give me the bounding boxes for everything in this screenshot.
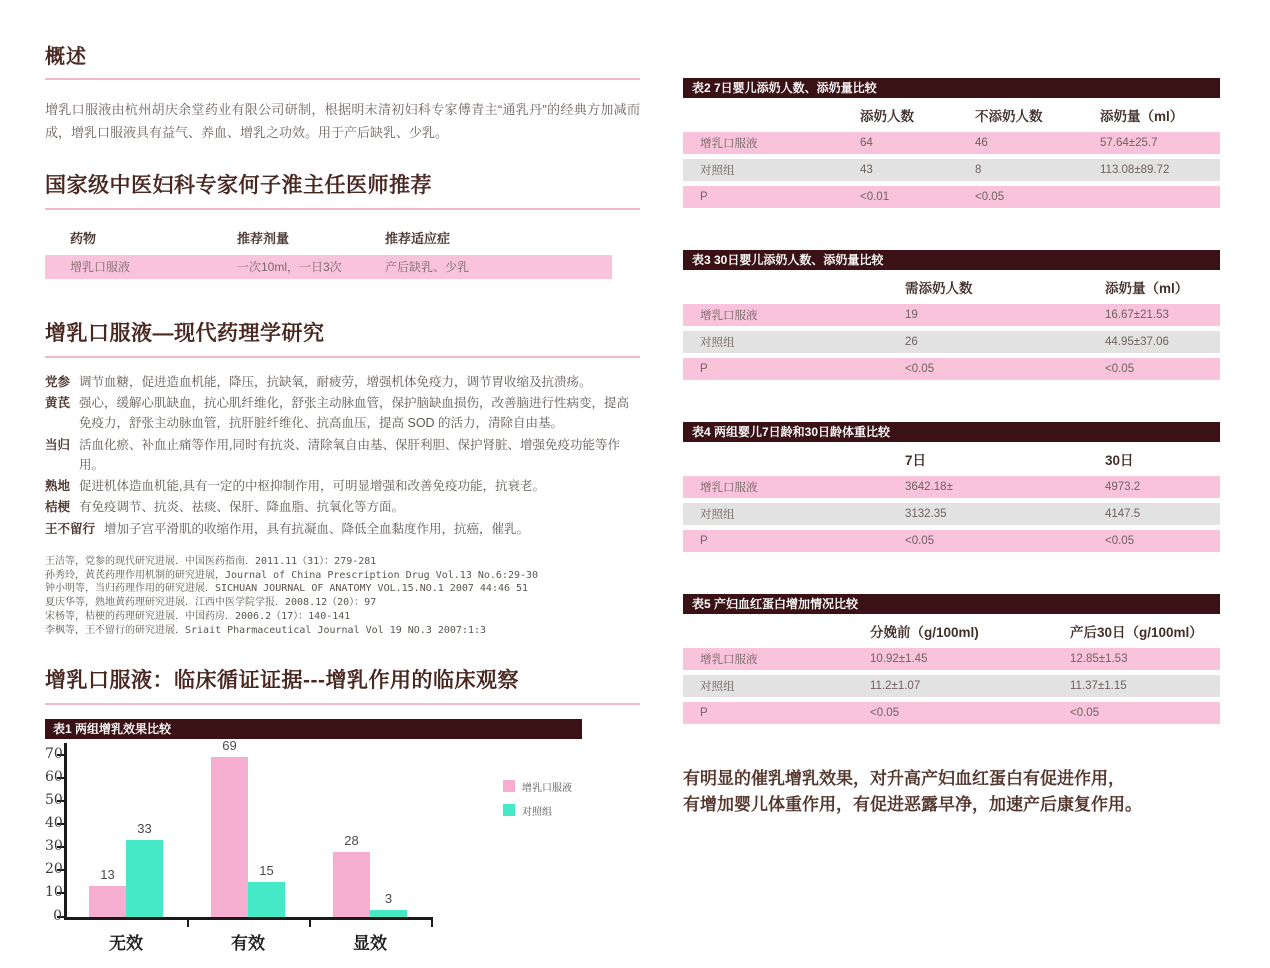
table-cell: 46 bbox=[975, 137, 988, 149]
herb-item bbox=[45, 476, 640, 496]
table-header-row bbox=[683, 442, 1220, 476]
table-row bbox=[683, 675, 1220, 697]
table-title-bar: 表4 两组婴儿7日龄和30日龄体重比较 bbox=[683, 422, 1220, 442]
y-axis-tick-label: 70 bbox=[45, 745, 63, 762]
reference-line: 孙秀玲，黄芪药理作用机制的研究进展，Journal of China Prescription Drug Vol.13 No.6:29-30 bbox=[45, 569, 539, 581]
right-column bbox=[683, 78, 1220, 819]
bar-value-label: 69 bbox=[222, 737, 237, 753]
herb-description: 活血化瘀、补血止痛等作用,同时有抗炎、清除氧自由基、保肝利胆、保护肾脏、增强免疫功能等作用。 bbox=[79, 437, 620, 472]
pink-divider bbox=[45, 208, 640, 210]
bar-增乳口服液 bbox=[211, 737, 248, 917]
recommendation-title: 国家级中医妇科专家何子淮主任医师推荐 bbox=[45, 173, 432, 197]
indication-value: 产后缺乳、少乳 bbox=[385, 260, 470, 275]
herb-description: 增加子宫平滑肌的收缩作用，具有抗凝血、降低全血黏度作用，抗癌，催乳。 bbox=[104, 521, 530, 536]
table-row bbox=[683, 358, 1220, 380]
table-cell: 8 bbox=[975, 164, 982, 176]
table-title-bar: 表3 30日婴儿添奶人数、添奶量比较 bbox=[683, 250, 1220, 270]
bar-对照组 bbox=[126, 821, 163, 916]
bar-chart bbox=[45, 737, 640, 968]
legend-swatch bbox=[503, 804, 515, 816]
table-cell: 3132.35 bbox=[905, 508, 947, 520]
column-header: 30日 bbox=[1105, 453, 1134, 468]
table-cell: 4147.5 bbox=[1105, 508, 1141, 520]
table-header-row bbox=[683, 614, 1220, 648]
table-cell: <0.05 bbox=[905, 535, 935, 547]
y-axis-tick-label: 10 bbox=[45, 884, 63, 901]
table-title-bar: 表2 7日婴儿添奶人数、添奶量比较 bbox=[683, 78, 1220, 98]
herb-name: 桔梗 bbox=[45, 500, 71, 515]
dosage-value: 一次10ml，一日3次 bbox=[237, 260, 342, 275]
table-cell: 26 bbox=[905, 336, 918, 348]
table-cell: <0.05 bbox=[1105, 535, 1135, 547]
left-column bbox=[45, 40, 640, 968]
bar-group bbox=[333, 743, 407, 917]
table-row bbox=[683, 331, 1220, 353]
reference-line: 李枫等，王不留行的研究进展．Sriait Pharmaceutical Journal Vol 19 NO.3 2007:1:3 bbox=[45, 624, 487, 636]
table-cell: 3642.18± bbox=[905, 481, 953, 493]
table-header-row bbox=[683, 98, 1220, 132]
table-row bbox=[683, 648, 1220, 670]
drug-name: 增乳口服液 bbox=[70, 260, 131, 275]
y-axis-tick-label: 50 bbox=[45, 791, 63, 808]
pink-divider bbox=[45, 78, 640, 80]
pink-divider bbox=[45, 703, 640, 705]
table-cell: 11.37±1.15 bbox=[1070, 680, 1127, 692]
table-cell: 增乳口服液 bbox=[700, 138, 758, 150]
herb-name: 黄芪 bbox=[45, 396, 71, 411]
y-axis-tick-label: 30 bbox=[45, 838, 63, 855]
x-axis-tick bbox=[309, 920, 311, 927]
herb-name: 王不留行 bbox=[45, 521, 96, 536]
table1-title-bar: 表1 两组增乳效果比较 bbox=[45, 719, 582, 739]
table-cell: 增乳口服液 bbox=[700, 310, 758, 322]
herb-name: 熟地 bbox=[45, 479, 71, 494]
bar-value-label: 3 bbox=[384, 890, 393, 906]
legend-label: 增乳口服液 bbox=[522, 782, 572, 794]
reference-line: 王洁等，党参的现代研究进展．中国医药指南．2011.11（31）：279-281 bbox=[45, 555, 377, 567]
herb-item bbox=[45, 519, 640, 539]
chart-legend bbox=[503, 779, 572, 827]
table-row bbox=[683, 702, 1220, 724]
herb-name: 当归 bbox=[45, 437, 71, 452]
y-axis-tick-label: 0 bbox=[53, 907, 62, 924]
table-cell: 44.95±37.06 bbox=[1105, 336, 1169, 348]
clinical-title: 增乳口服液：临床循证证据---增乳作用的临床观察 bbox=[45, 668, 519, 692]
data-table bbox=[683, 78, 1220, 208]
herb-list bbox=[45, 372, 640, 539]
bar-value-label: 13 bbox=[100, 867, 115, 883]
recommendation-table-header bbox=[45, 226, 640, 250]
pharmacology-title: 增乳口服液—现代药理学研究 bbox=[45, 321, 325, 345]
category-label: 有效 bbox=[231, 933, 265, 953]
column-header: 不添奶人数 bbox=[975, 109, 1043, 124]
overview-title: 概述 bbox=[45, 46, 87, 68]
bar-增乳口服液 bbox=[333, 832, 370, 917]
herb-item bbox=[45, 372, 640, 392]
column-header: 7日 bbox=[905, 453, 927, 468]
y-axis-tick-label: 60 bbox=[45, 768, 63, 785]
table-row bbox=[683, 503, 1220, 525]
herb-description: 有免疫调节、抗炎、祛痰、保肝、降血脂、抗氧化等方面。 bbox=[79, 500, 405, 515]
conclusion-text bbox=[683, 766, 1220, 819]
table-cell: 增乳口服液 bbox=[700, 654, 758, 666]
category-label: 无效 bbox=[109, 933, 143, 953]
column-header: 添奶量（ml） bbox=[1100, 109, 1184, 124]
col-header-indication: 推荐适应症 bbox=[385, 231, 451, 247]
herb-name: 党参 bbox=[45, 374, 71, 389]
recommendation-table bbox=[45, 226, 640, 279]
table-title-bar: 表5 产妇血红蛋白增加情况比较 bbox=[683, 594, 1220, 614]
table-cell: 57.64±25.7 bbox=[1100, 137, 1158, 149]
table-cell: 对照组 bbox=[700, 681, 735, 693]
bar-value-label: 33 bbox=[137, 821, 152, 837]
right-tables bbox=[683, 78, 1220, 724]
x-axis-tick bbox=[431, 920, 433, 927]
col-header-dosage: 推荐剂量 bbox=[237, 231, 290, 247]
table-row bbox=[683, 530, 1220, 552]
bar-group bbox=[89, 743, 163, 917]
table-cell: P bbox=[700, 363, 708, 375]
legend-swatch bbox=[503, 780, 515, 792]
table-cell: 10.92±1.45 bbox=[870, 653, 928, 665]
reference-line: 宋杨等，桔梗的药理研究进展．中国药房．2006.2（17）：140-141 bbox=[45, 610, 351, 622]
table-cell: <0.05 bbox=[905, 363, 935, 375]
bar-增乳口服液 bbox=[89, 867, 126, 916]
data-table bbox=[683, 422, 1220, 552]
table-cell: 对照组 bbox=[700, 509, 735, 521]
bar-group bbox=[211, 737, 285, 917]
table-row bbox=[683, 476, 1220, 498]
table-cell: 4973.2 bbox=[1105, 481, 1141, 493]
category-label: 显效 bbox=[353, 933, 387, 953]
table-cell: 对照组 bbox=[700, 165, 735, 177]
table-cell: 12.85±1.53 bbox=[1070, 653, 1128, 665]
table-cell: P bbox=[700, 191, 708, 203]
herb-description: 促进机体造血机能,具有一定的中枢抑制作用，可明显增强和改善免疫功能，抗衰老。 bbox=[79, 479, 545, 494]
herb-item bbox=[45, 393, 640, 434]
reference-line: 钟小明等，当归药理作用的研究进展．SICHUAN JOURNAL OF ANATOMY VOL.15.NO.1 2007 44:46 51 bbox=[45, 583, 529, 595]
table-row bbox=[683, 159, 1220, 181]
pink-divider bbox=[45, 356, 640, 358]
table-cell: <0.01 bbox=[860, 191, 890, 203]
table-row bbox=[683, 132, 1220, 154]
column-header: 添奶人数 bbox=[860, 109, 914, 124]
table-cell: 11.2±1.07 bbox=[870, 680, 921, 692]
legend-item bbox=[503, 803, 572, 818]
legend-label: 对照组 bbox=[522, 806, 552, 818]
table-cell: 增乳口服液 bbox=[700, 482, 758, 494]
col-header-drug: 药物 bbox=[70, 231, 97, 247]
reference-line: 夏庆华等，熟地黄药理研究进展．江西中医学院学报．2008.12（20）：97 bbox=[45, 597, 377, 609]
data-table bbox=[683, 594, 1220, 724]
herb-description: 调节血糖，促进造血机能，降压，抗缺氧，耐疲劳，增强机体免疫力，调节胃收缩及抗溃疡。 bbox=[79, 374, 592, 389]
column-header: 产后30日（g/100ml） bbox=[1070, 625, 1203, 640]
conclusion-line: 有明显的催乳增乳效果，对升高产妇血红蛋白有促进作用， bbox=[683, 769, 1125, 788]
legend-item bbox=[503, 779, 572, 794]
table-row bbox=[683, 186, 1220, 208]
table-header-row bbox=[683, 270, 1220, 304]
table-cell: 113.08±89.72 bbox=[1100, 164, 1170, 176]
table-cell: P bbox=[700, 535, 708, 547]
table-cell: <0.05 bbox=[1070, 707, 1100, 719]
table-cell: <0.05 bbox=[975, 191, 1005, 203]
bar-对照组 bbox=[248, 862, 285, 917]
herb-item bbox=[45, 497, 640, 517]
y-axis-line bbox=[64, 743, 67, 920]
herb-description: 强心，缓解心肌缺血，抗心肌纤维化，舒张主动脉血管，保护脑缺血损伤，改善脑进行性病变，提高免疫力，舒张主动脉血管，抗肝脏纤维化、抗高血压，提高 SOD 的活力，清除自由基。 bbox=[79, 396, 630, 431]
table-cell: 64 bbox=[860, 137, 873, 149]
table-cell: 对照组 bbox=[700, 337, 735, 349]
table-cell: <0.05 bbox=[870, 707, 900, 719]
y-axis-tick-label: 20 bbox=[45, 861, 63, 878]
conclusion-line: 有增加婴儿体重作用，有促进恶露早净，加速产后康复作用。 bbox=[683, 795, 1142, 815]
column-header: 分娩前（g/100ml) bbox=[870, 625, 979, 640]
table-cell: 19 bbox=[905, 309, 918, 321]
table-row bbox=[683, 304, 1220, 326]
bar-value-label: 28 bbox=[344, 832, 359, 848]
bar-对照组 bbox=[370, 890, 407, 917]
column-header: 需添奶人数 bbox=[905, 281, 973, 296]
table-cell: <0.05 bbox=[1105, 363, 1135, 375]
table-cell: P bbox=[700, 707, 708, 719]
column-header: 添奶量（ml） bbox=[1105, 281, 1189, 296]
x-axis-tick bbox=[187, 920, 189, 927]
data-table bbox=[683, 250, 1220, 380]
x-axis-line bbox=[64, 917, 433, 920]
herb-item bbox=[45, 435, 640, 476]
reference-list bbox=[45, 555, 640, 638]
bar-value-label: 15 bbox=[259, 862, 274, 878]
y-axis-tick-label: 40 bbox=[45, 814, 63, 831]
overview-body: 增乳口服液由杭州胡庆余堂药业有限公司研制，根据明末清初妇科专家傅青主“通乳丹”的经典方加减而成，增乳口服液具有益气、养血、增乳之功效。用于产后缺乳、少乳。 bbox=[45, 102, 640, 141]
recommendation-table-row bbox=[45, 255, 612, 279]
table-cell: 43 bbox=[860, 164, 873, 176]
table-cell: 16.67±21.53 bbox=[1105, 309, 1169, 321]
